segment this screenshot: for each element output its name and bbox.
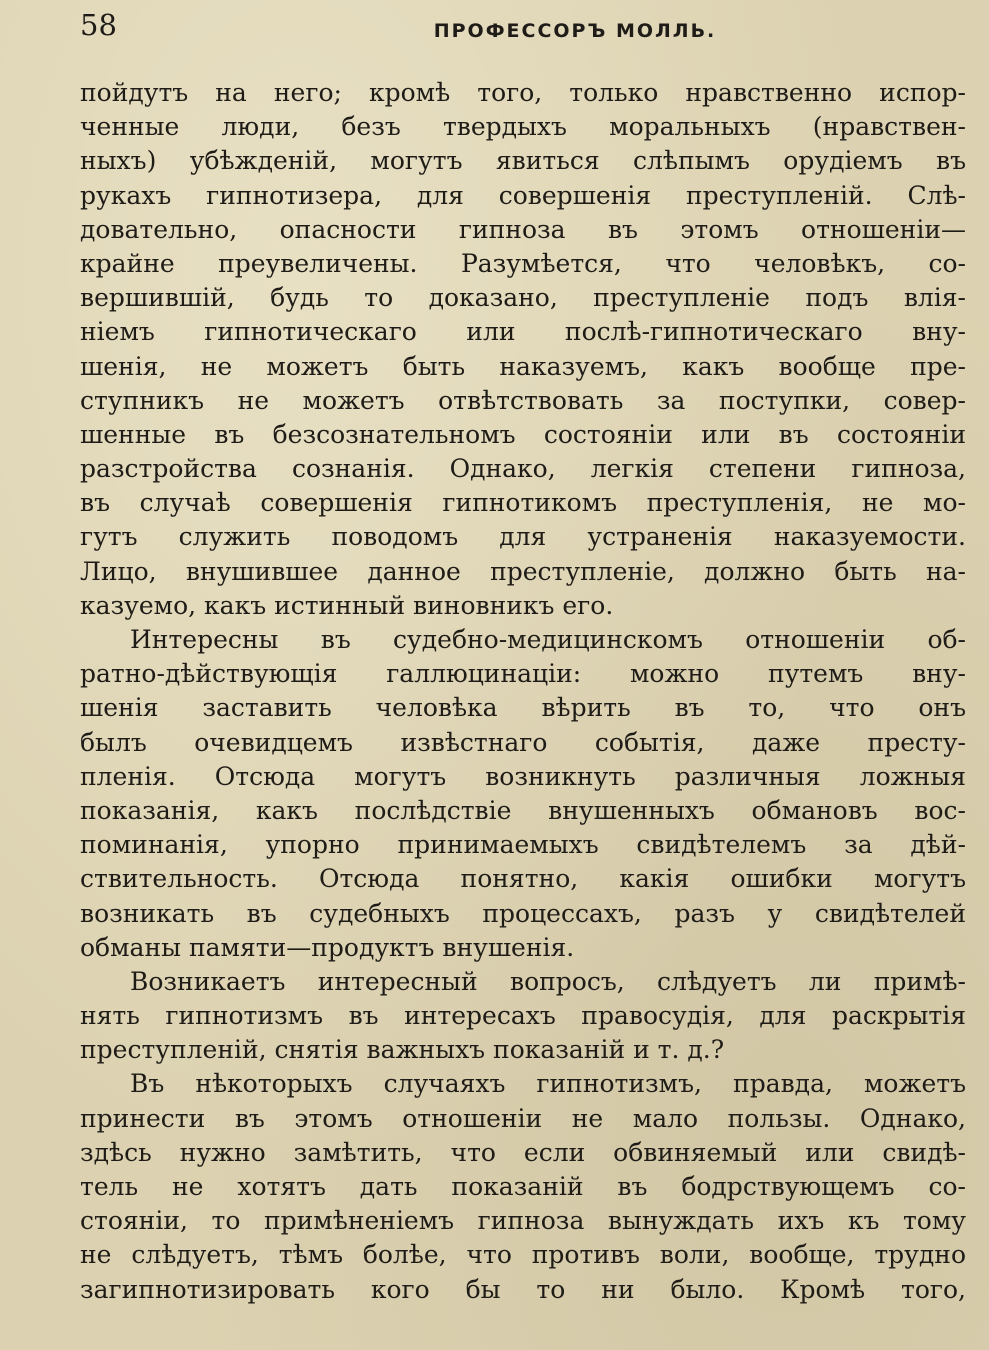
text-line: Интересны въ судебно-медицинскомъ отношеніи об- (130, 625, 966, 654)
text-line: возникать въ судебныхъ процессахъ, разъ у свидѣтелей (80, 898, 966, 928)
text-line: шенія заставить человѣка вѣрить въ то, что онъ (80, 693, 966, 723)
text-line: пленія. Отсюда могутъ возникнуть различныя ложныя (80, 761, 966, 791)
text-line: нять гипнотизмъ въ интересахъ правосудія, для раскрытія (80, 1001, 966, 1031)
text-line: шенные въ безсознательномъ состояніи или въ состояніи (80, 419, 966, 449)
text-line: принести въ этомъ отношеніи не мало пользы. Однако, (80, 1103, 966, 1133)
text-line: крайне преувеличены. Разумѣется, что человѣкъ, со- (80, 248, 966, 278)
text-line: былъ очевидцемъ извѣстнаго событія, даже престу- (80, 727, 966, 757)
text-line: пойдутъ на него; кромѣ того, только нравственно испор- (80, 78, 966, 107)
text-line: ступникъ не можетъ отвѣтствовать за поступки, совер- (80, 385, 966, 415)
text-line: ніемъ гипнотическаго или послѣ-гипнотическаго вну- (80, 317, 966, 347)
text-line: стояніи, то примѣненіемъ гипноза вынуждать ихъ къ тому (80, 1206, 966, 1236)
text-line: казуемо, какъ истинный виновникъ его. (80, 590, 614, 620)
text-line: довательно, опасности гипноза въ этомъ отношеніи— (80, 214, 966, 244)
text-line: шенія, не можетъ быть наказуемъ, какъ вообще пре- (80, 351, 966, 381)
text-line: здѣсь нужно замѣтить, что если обвиняемый или свидѣ- (80, 1137, 966, 1167)
text-line: разстройства сознанія. Однако, легкія степени гипноза, (80, 454, 966, 484)
text-line: Въ нѣкоторыхъ случаяхъ гипнотизмъ, правда, можетъ (130, 1069, 966, 1099)
text-line: загипнотизировать кого бы то ни было. Кромѣ того, (80, 1274, 966, 1304)
text-line: вершившій, будь то доказано, преступленіе подъ влія- (80, 283, 966, 313)
body-text (80, 76, 966, 1307)
text-line: обманы памяти—продуктъ внушенія. (80, 932, 575, 962)
text-line: рукахъ гипнотизера, для совершенія преступленій. Слѣ- (80, 180, 966, 210)
text-line: въ случаѣ совершенія гипнотикомъ преступленія, не мо- (80, 488, 966, 518)
text-line: гутъ служить поводомъ для устраненія наказуемости. (80, 522, 966, 552)
text-line: преступленій, снятія важныхъ показаній и т. д.? (80, 1035, 725, 1065)
text-line: ченные люди, безъ твердыхъ моральныхъ (нравствен- (80, 112, 966, 142)
text-line: ствительность. Отсюда понятно, какія ошибки могутъ (80, 864, 966, 894)
text-line: Лицо, внушившее данное преступленіе, должно быть на- (80, 556, 966, 586)
running-head: ПРОФЕССОРЪ МОЛЛЬ. (433, 20, 717, 42)
text-line: Возникаетъ интересный вопросъ, слѣдуетъ ли примѣ- (130, 966, 966, 996)
text-line: тель не хотятъ дать показаній въ бодрствующемъ со- (80, 1172, 966, 1201)
text-line: ныхъ) убѣжденій, могутъ явиться слѣпымъ орудіемъ въ (80, 146, 966, 176)
page-number: 58 (80, 8, 117, 42)
text-line: поминанія, упорно принимаемыхъ свидѣтелемъ за дѣй- (80, 830, 966, 860)
page-header (80, 8, 966, 48)
text-line: показанія, какъ послѣдствіе внушенныхъ обмановъ вос- (80, 795, 966, 825)
text-line: не слѣдуетъ, тѣмъ болѣе, что противъ воли, вообще, трудно (80, 1240, 966, 1270)
text-line: ратно-дѣйствующія галлюцинаціи: можно путемъ вну- (80, 659, 966, 689)
